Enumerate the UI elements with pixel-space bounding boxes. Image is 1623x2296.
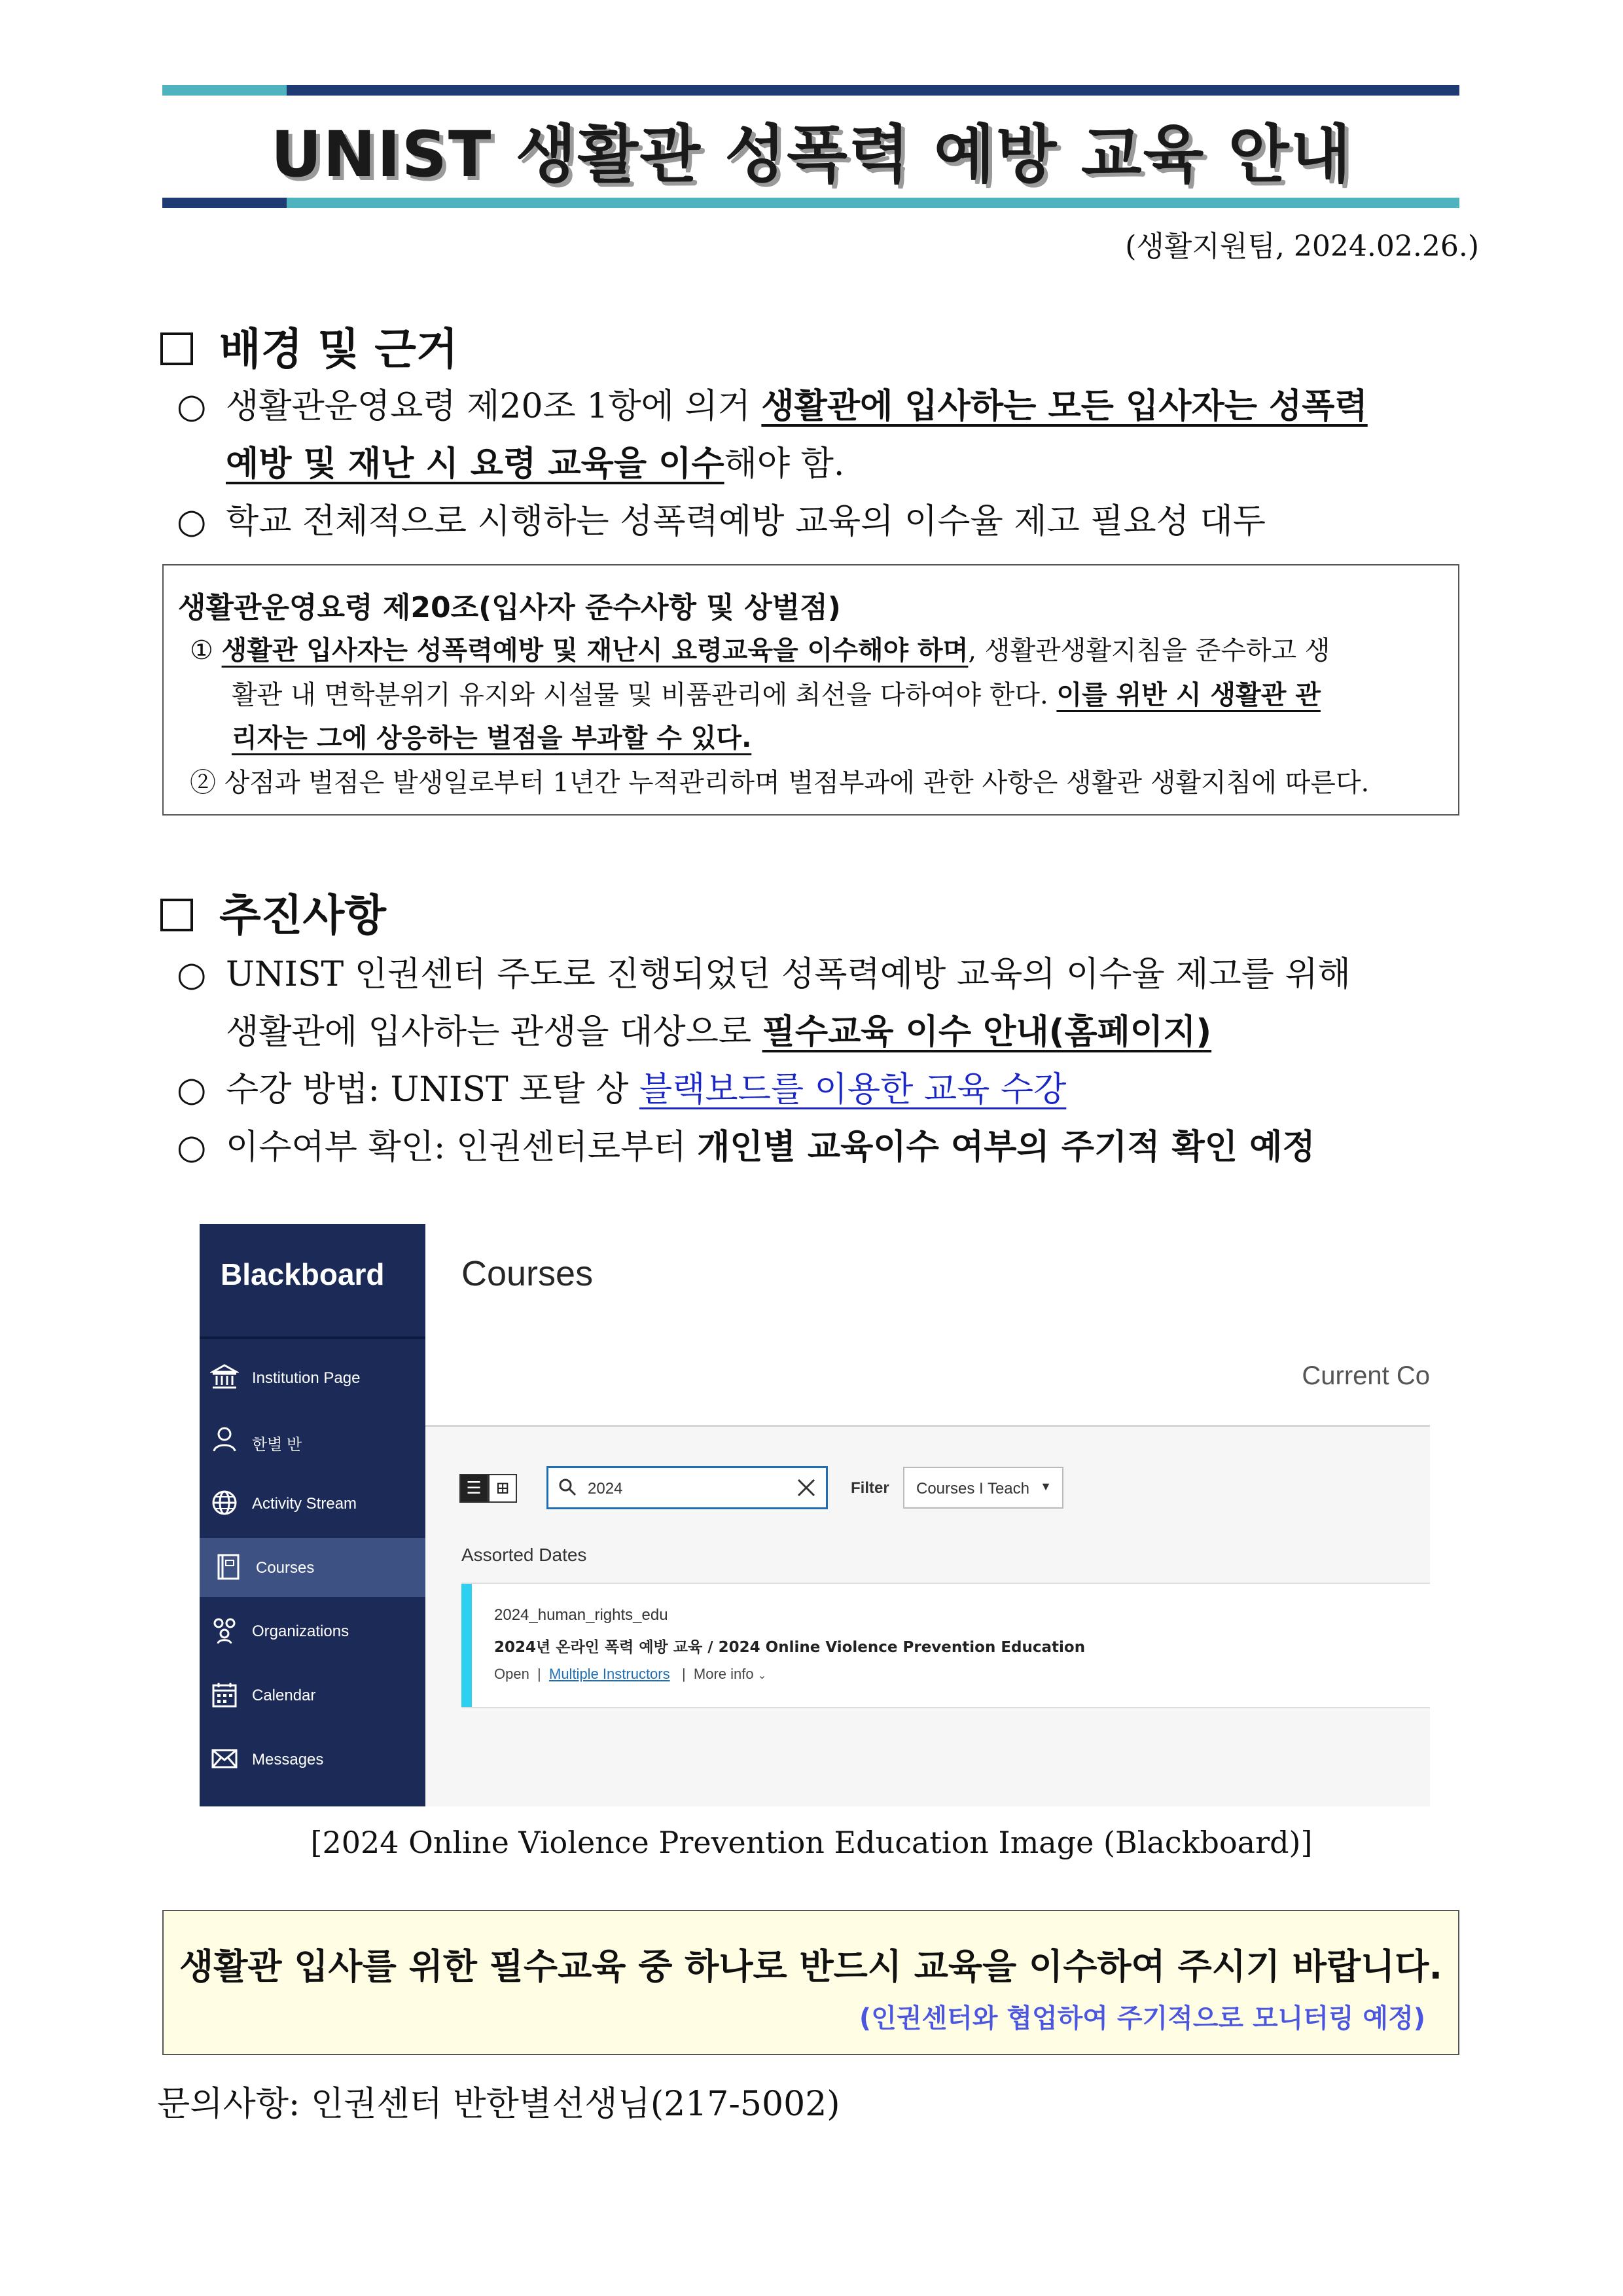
section-actions	[160, 880, 386, 942]
blackboard-link[interactable]: 블랙보드를 이용한 교육 수강	[639, 1070, 1067, 1109]
filter-dropdown[interactable]: Courses I Teach ▼	[903, 1467, 1063, 1509]
bullet-item: ○ 학교 전체적으로 시행하는 성폭력예방 교육의 이수율 제고 필요성 대두	[177, 502, 1266, 541]
image-caption: [2024 Online Violence Prevention Education Image (Blackboard)]	[310, 1825, 1313, 1860]
blackboard-logo: Blackboard	[221, 1257, 385, 1291]
calendar-icon	[210, 1680, 239, 1709]
rule-box-heading: 생활관운영요령 제20조(입사자 준수사항 및 상벌점)	[178, 591, 841, 624]
courses-page-title: Courses	[461, 1254, 594, 1293]
list-view-button[interactable]: ☰	[459, 1474, 488, 1503]
page-title: UNIST 생활관 성폭력 예방 교육 안내	[270, 118, 1353, 191]
rule-line-3: 리자는 그에 상응하는 벌점을 부과할 수 있다.	[232, 723, 752, 753]
notice-sub-text: (인권센터와 협업하여 주기적으로 모니터링 예정)	[859, 2003, 1425, 2034]
rule-line-2: 활관 내 면학분위기 유지와 시설물 및 비품관리에 최선을 다하여야 한다. 이를 위반 시 생활관 관	[232, 680, 1321, 710]
rule-box	[162, 564, 1459, 816]
blackboard-header	[425, 1224, 1430, 1338]
rule-line-1: ① 생활관 입사자는 성폭력예방 및 재난시 요령교육을 이수해야 하며, 생활관생활지침을 준수하고 생	[190, 636, 1330, 666]
notice-box	[162, 1910, 1459, 2055]
course-status: Open	[494, 1666, 529, 1682]
globe-icon	[210, 1488, 239, 1517]
chevron-down-icon: ⌄	[757, 1670, 767, 1681]
bullet-item: ○ UNIST 인권센터 주도로 진행되었던 성폭력예방 교육의 이수율 제고를 위해	[177, 955, 1351, 994]
nav-messages[interactable]: Messages	[200, 1730, 425, 1789]
course-title[interactable]: 2024년 온라인 폭력 예방 교육 / 2024 Online Violence Prevention Education	[494, 1639, 1086, 1656]
bullet-item: ○ 이수여부 확인: 인권센터로부터 개인별 교육이수 여부의 주기적 확인 예정	[177, 1128, 1315, 1167]
rule-line-4: ② 상점과 벌점은 발생일로부터 1년간 누적관리하며 벌점부과에 관한 사항은 생활관 생활지침에 따른다.	[190, 768, 1370, 798]
section-checkbox-icon	[160, 899, 193, 931]
course-card[interactable]	[461, 1583, 1430, 1708]
courses-icon	[214, 1552, 243, 1581]
blackboard-main	[425, 1224, 1430, 1806]
course-accent-bar	[461, 1584, 472, 1707]
notice-main-text: 생활관 입사를 위한 필수교육 중 하나로 반드시 교육을 이수하여 주시기 바랍니다.	[179, 1946, 1442, 1987]
contact-info: 문의사항: 인권센터 반한별선생님(217-5002)	[157, 2085, 840, 2124]
bullet-circle-icon: ○	[177, 387, 207, 426]
sidebar-divider	[200, 1336, 425, 1339]
search-value: 2024	[588, 1480, 623, 1498]
nav-organizations[interactable]: Organizations	[200, 1602, 425, 1660]
bullet-item: ○ 수강 방법: UNIST 포탈 상 블랙보드를 이용한 교육 수강	[177, 1070, 1067, 1109]
envelope-icon	[210, 1744, 239, 1773]
document-date: (생활지원팀, 2024.02.26.)	[1125, 230, 1479, 263]
current-courses-strip	[425, 1336, 1430, 1427]
search-icon	[558, 1477, 577, 1501]
bullet-circle-icon: ○	[177, 955, 207, 994]
course-group-label: Assorted Dates	[461, 1545, 587, 1565]
current-courses-tab[interactable]: Current Co	[1302, 1361, 1430, 1390]
course-id: 2024_human_rights_edu	[494, 1606, 668, 1624]
section-heading: 추진사항	[219, 890, 387, 941]
bullet-continuation: 예방 및 재난 시 요령 교육을 이수해야 함.	[226, 444, 845, 484]
section-checkbox-icon	[160, 332, 193, 365]
title-bar-bottom-teal	[287, 198, 1459, 208]
course-search-input[interactable]	[546, 1466, 828, 1509]
filter-label: Filter	[851, 1479, 889, 1497]
blackboard-sidebar	[200, 1224, 425, 1806]
institution-icon	[210, 1363, 239, 1391]
instructors-link[interactable]: Multiple Instructors	[549, 1666, 670, 1682]
chevron-down-icon: ▼	[1040, 1480, 1052, 1493]
title-bar-top-navy	[287, 85, 1459, 96]
bullet-circle-icon: ○	[177, 1128, 207, 1167]
nav-activity-stream[interactable]: Activity Stream	[200, 1474, 425, 1533]
section-background	[160, 314, 458, 376]
course-meta: Open | Multiple Instructors | More info ⌄	[494, 1666, 767, 1682]
nav-calendar[interactable]: Calendar	[200, 1666, 425, 1725]
nav-user-profile[interactable]: 한별 반	[200, 1410, 425, 1469]
user-icon	[210, 1425, 239, 1454]
grid-view-button[interactable]: ⊞	[488, 1474, 517, 1503]
nav-institution-page[interactable]: Institution Page	[200, 1348, 425, 1407]
bullet-continuation: 생활관에 입사하는 관생을 대상으로 필수교육 이수 안내(홈페이지)	[226, 1013, 1212, 1052]
nav-courses[interactable]: Courses	[200, 1538, 425, 1597]
clear-search-icon[interactable]	[796, 1477, 817, 1503]
more-info-button[interactable]: More info	[693, 1666, 754, 1682]
section-heading: 배경 및 근거	[219, 324, 458, 374]
bullet-item: ○ 생활관운영요령 제20조 1항에 의거 생활관에 입사하는 모든 입사자는 성폭력	[177, 387, 1368, 426]
bullet-circle-icon: ○	[177, 1070, 207, 1109]
organizations-icon	[210, 1616, 239, 1645]
title-bar-top-teal	[162, 85, 287, 96]
blackboard-screenshot	[200, 1224, 1430, 1806]
title-bar-bottom-navy	[162, 198, 287, 208]
bullet-circle-icon: ○	[177, 502, 207, 541]
